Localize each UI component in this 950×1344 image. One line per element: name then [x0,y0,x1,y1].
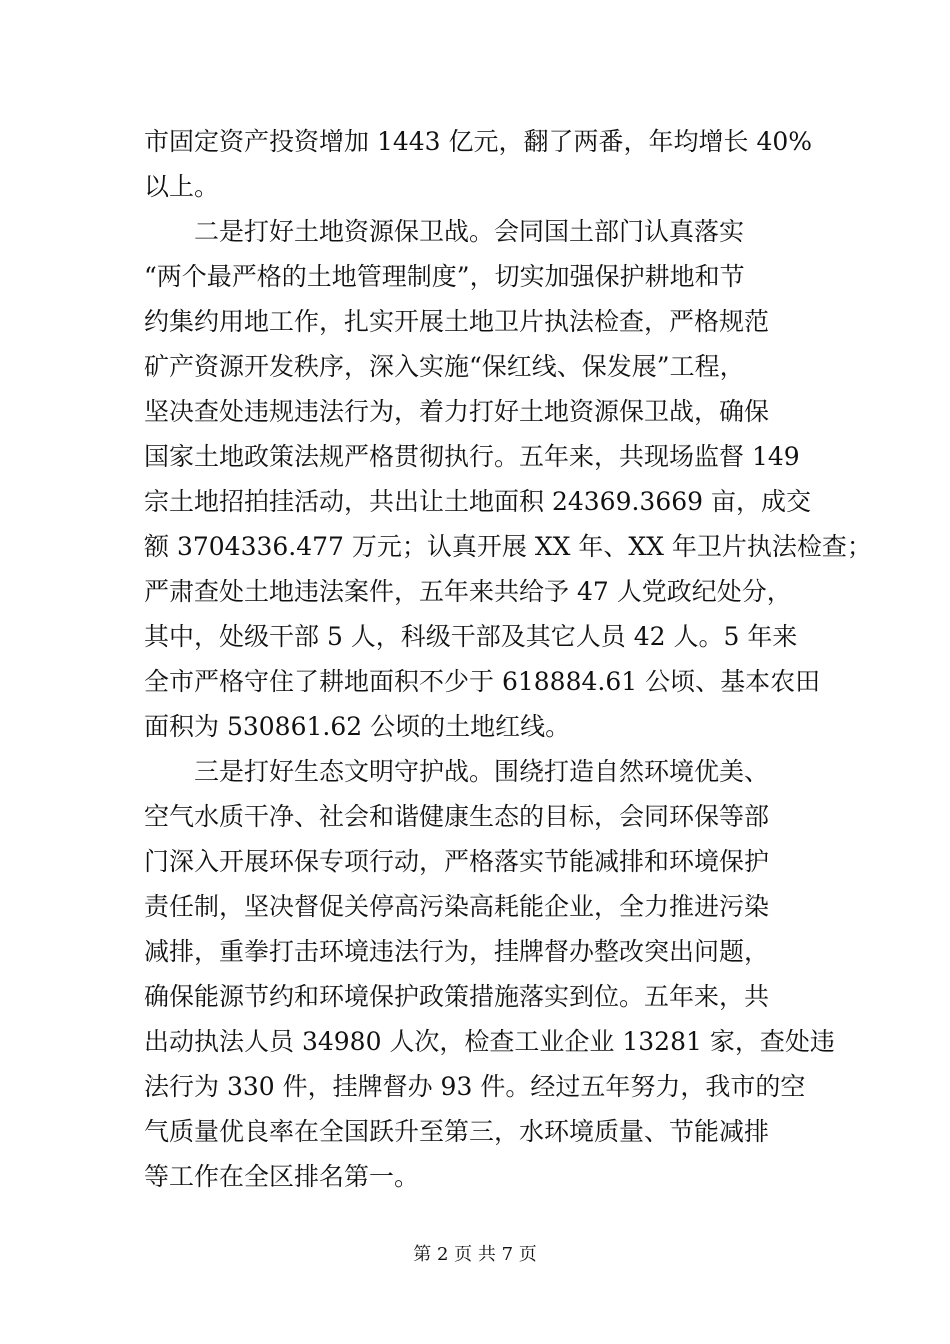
paragraph-2-line-4: 矿产资源开发秩序，深入实施“保红线、保发展”工程， [144,352,745,381]
paragraph-3-line-5: 减排，重拳打击环境违法行为，挂牌督办整改突出问题， [144,937,770,966]
paragraph-2-line-9: 严肃查处土地违法案件，五年来共给予 47 人党政纪处分， [144,577,792,606]
paragraph-3-line-3: 门深入开展环保专项行动，严格落实节能减排和环境保护 [144,847,770,876]
paragraph-3-line-10: 等工作在全区排名第一。 [144,1162,420,1191]
paragraph-2-line-11: 全市严格守住了耕地面积不少于 618884.61 公顷、基本农田 [144,667,821,696]
paragraph-2-line-5: 坚决查处违规违法行为，着力打好土地资源保卫战，确保 [144,397,770,426]
paragraph-1-line-2: 以上。 [144,172,220,201]
paragraph-3-line-8: 法行为 330 件，挂牌督办 93 件。经过五年努力，我市的空 [144,1072,806,1101]
paragraph-2-line-8: 额 3704336.477 万元；认真开展 XX 年、XX 年卫片执法检查； [144,532,872,561]
paragraph-2-line-6: 国家土地政策法规严格贯彻执行。五年来，共现场监督 149 [144,442,800,471]
paragraph-2-line-1: 二是打好土地资源保卫战。会同国土部门认真落实 [194,217,745,246]
paragraph-3-line-2: 空气水质干净、社会和谐健康生态的目标，会同环保等部 [144,802,770,831]
paragraph-2-line-10: 其中，处级干部 5 人，科级干部及其它人员 42 人。5 年来 [144,622,798,651]
paragraph-3-line-9: 气质量优良率在全国跃升至第三，水环境质量、节能减排 [144,1117,770,1146]
paragraph-2-line-2: “两个最严格的土地管理制度”，切实加强保护耕地和节 [144,262,745,291]
paragraph-3-line-1: 三是打好生态文明守护战。围绕打造自然环境优美、 [194,757,770,786]
page-number-footer: 第 2 页 共 7 页 [413,1244,537,1265]
paragraph-2-line-3: 约集约用地工作，扎实开展土地卫片执法检查，严格规范 [144,307,770,336]
paragraph-3-line-6: 确保能源节约和环境保护政策措施落实到位。五年来，共 [144,982,770,1011]
paragraph-3-line-4: 责任制，坚决督促关停高污染高耗能企业，全力推进污染 [144,892,770,921]
paragraph-3-line-7: 出动执法人员 34980 人次，检查工业企业 13281 家，查处违 [144,1027,835,1056]
paragraph-2-line-12: 面积为 530861.62 公顷的土地红线。 [144,712,571,741]
paragraph-1-line-1: 市固定资产投资增加 1443 亿元，翻了两番，年均增长 40% [144,127,813,156]
paragraph-2-line-7: 宗土地招拍挂活动，共出让土地面积 24369.3669 亩，成交 [144,487,811,516]
